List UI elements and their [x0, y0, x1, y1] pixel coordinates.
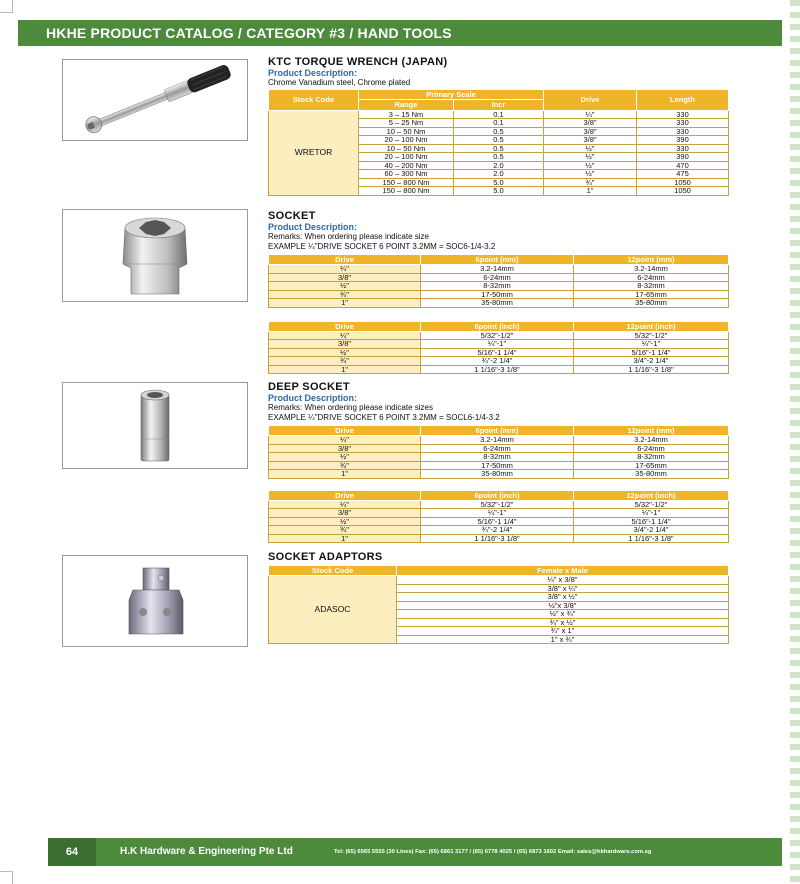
drive-cell: 3/8"	[544, 127, 637, 136]
drive-cell: ½"	[544, 153, 637, 162]
range-cell: 60 – 300 Nm	[359, 170, 454, 179]
drive-cell: 3/8"	[269, 444, 421, 453]
female-male-cell: ½" x ¾"	[397, 610, 729, 619]
section-subtitle: Product Description:	[268, 68, 358, 78]
female-male-cell: 3/8" x ½"	[397, 593, 729, 602]
col-header-drive: Drive	[269, 321, 421, 331]
section-title: DEEP SOCKET	[268, 381, 350, 393]
drive-cell: 3/8"	[544, 136, 637, 145]
col-header-stock: Stock Code	[269, 89, 359, 110]
drive-cell: 3/8"	[269, 273, 421, 282]
torque-wrench-image	[62, 59, 248, 141]
drive-cell: ½"	[269, 282, 421, 291]
page-number: 64	[48, 838, 96, 866]
six-point-cell: 35-80mm	[421, 470, 574, 479]
incr-cell: 2.0	[454, 170, 544, 179]
torque-wrench-icon	[63, 60, 247, 140]
six-point-cell: 1 1/16"-3 1/8"	[421, 365, 574, 374]
socket-adaptors-table	[268, 565, 729, 644]
col-header-stock: Stock Code	[269, 566, 397, 576]
range-cell: 150 – 800 Nm	[359, 187, 454, 196]
drive-cell: 3/8"	[544, 119, 637, 128]
crop-mark-tl	[0, 0, 13, 13]
twelve-point-cell: 35-80mm	[574, 299, 729, 308]
twelve-point-cell: 3/4"-2 1/4"	[574, 357, 729, 366]
col-header-12point: 12point (inch)	[574, 321, 729, 331]
twelve-point-cell: ¼"-1"	[574, 340, 729, 349]
six-point-cell: 5/32"-1/2"	[421, 500, 574, 509]
twelve-point-cell: ¼"-1"	[574, 509, 729, 518]
female-male-cell: 1" x ¾"	[397, 635, 729, 644]
female-male-cell: ¾" x ½"	[397, 618, 729, 627]
twelve-point-cell: 1 1/16"-3 1/8"	[574, 534, 729, 543]
range-cell: 10 – 50 Nm	[359, 127, 454, 136]
twelve-point-cell: 6-24mm	[574, 444, 729, 453]
six-point-cell: 8-32mm	[421, 453, 574, 462]
table-row	[269, 436, 729, 445]
female-male-cell: ¼" x 3/8"	[397, 576, 729, 585]
drive-cell: ½"	[269, 517, 421, 526]
incr-cell: 0.5	[454, 127, 544, 136]
drive-cell: ¾"	[269, 290, 421, 299]
female-male-cell: ¾" x 1"	[397, 627, 729, 636]
remarks-text: Remarks: When ordering please indicate sizes	[268, 403, 433, 412]
table-row	[269, 282, 729, 291]
length-cell: 390	[637, 153, 729, 162]
twelve-point-cell: 17-65mm	[574, 461, 729, 470]
page-header	[18, 20, 782, 46]
length-cell: 1050	[637, 178, 729, 187]
twelve-point-cell: 3.2-14mm	[574, 436, 729, 445]
incr-cell: 0.1	[454, 110, 544, 119]
deep-socket-mm-table	[268, 425, 729, 479]
deep-socket-icon	[63, 383, 247, 468]
six-point-cell: 3.2-14mm	[421, 436, 574, 445]
section-title: SOCKET ADAPTORS	[268, 551, 383, 563]
col-header-drive: Drive	[269, 426, 421, 436]
incr-cell: 5.0	[454, 187, 544, 196]
range-cell: 10 – 50 Nm	[359, 144, 454, 153]
col-header-6point: 6point (inch)	[421, 490, 574, 500]
length-cell: 330	[637, 119, 729, 128]
drive-cell: 1"	[269, 299, 421, 308]
six-point-cell: 5/32"-1/2"	[421, 331, 574, 340]
deep-socket-section	[268, 381, 728, 543]
incr-cell: 0.1	[454, 119, 544, 128]
deep-socket-inch-table	[268, 490, 729, 544]
twelve-point-cell: 5/32"-1/2"	[574, 500, 729, 509]
page-title: HKHE PRODUCT CATALOG / CATEGORY #3 / HAND TOOLS	[46, 25, 452, 41]
drive-cell: ¾"	[269, 526, 421, 535]
drive-cell: ¼"	[269, 500, 421, 509]
six-point-cell: 6-24mm	[421, 444, 574, 453]
col-header-6point: 6point (mm)	[421, 255, 574, 265]
socket-adaptor-image	[62, 555, 248, 647]
six-point-cell: 6-24mm	[421, 273, 574, 282]
torque-wrench-table	[268, 89, 729, 196]
drive-cell: 1"	[269, 534, 421, 543]
col-header-length: Length	[637, 89, 729, 110]
stock-code-cell: WRETOR	[269, 110, 359, 195]
col-header-female-male: Female x Male	[397, 566, 729, 576]
twelve-point-cell: 5/16"-1 1/4"	[574, 517, 729, 526]
twelve-point-cell: 5/32"-1/2"	[574, 331, 729, 340]
six-point-cell: 8-32mm	[421, 282, 574, 291]
drive-cell: ¾"	[544, 178, 637, 187]
drive-cell: ¾"	[269, 357, 421, 366]
socket-mm-table	[268, 254, 729, 308]
drive-cell: 3/8"	[269, 509, 421, 518]
example-text: EXAMPLE ¼"DRIVE SOCKET 6 POINT 3.2MM = SOC6-1/4-3.2	[268, 241, 496, 251]
table-row	[269, 265, 729, 274]
col-header-range: Range	[359, 100, 454, 111]
drive-cell: 1"	[544, 187, 637, 196]
table-row	[269, 357, 729, 366]
col-header-primary-scale: Primary Scale	[359, 89, 544, 100]
table-row	[269, 526, 729, 535]
section-subtitle: Product Description:	[268, 393, 358, 403]
range-cell: 40 – 200 Nm	[359, 161, 454, 170]
col-header-drive: Drive	[269, 490, 421, 500]
table-row	[269, 299, 729, 308]
company-name: H.K Hardware & Engineering Pte Ltd	[120, 846, 293, 857]
six-point-cell: 17-50mm	[421, 290, 574, 299]
col-header-6point: 6point (inch)	[421, 321, 574, 331]
table-row	[269, 340, 729, 349]
length-cell: 470	[637, 161, 729, 170]
drive-cell: ½"	[269, 348, 421, 357]
drive-cell: ¼"	[544, 110, 637, 119]
table-row	[269, 470, 729, 479]
range-cell: 20 – 100 Nm	[359, 153, 454, 162]
six-point-cell: ¾"-2 1/4"	[421, 357, 574, 366]
twelve-point-cell: 6-24mm	[574, 273, 729, 282]
six-point-cell: 35-80mm	[421, 299, 574, 308]
twelve-point-cell: 8-32mm	[574, 282, 729, 291]
remarks-text: Remarks: When ordering please indicate size	[268, 232, 429, 241]
col-header-6point: 6point (mm)	[421, 426, 574, 436]
range-cell: 20 – 100 Nm	[359, 136, 454, 145]
drive-cell: 1"	[269, 365, 421, 374]
twelve-point-cell: 3.2-14mm	[574, 265, 729, 274]
socket-image	[62, 209, 248, 302]
length-cell: 330	[637, 127, 729, 136]
range-cell: 5 – 25 Nm	[359, 119, 454, 128]
incr-cell: 0.5	[454, 144, 544, 153]
socket-icon	[63, 210, 247, 301]
twelve-point-cell: 1 1/16"-3 1/8"	[574, 365, 729, 374]
crop-mark-bl	[0, 871, 13, 884]
six-point-cell: 1 1/16"-3 1/8"	[421, 534, 574, 543]
torque-wrench-section	[268, 56, 728, 196]
incr-cell: 0.5	[454, 153, 544, 162]
col-header-12point: 12point (mm)	[574, 426, 729, 436]
table-row	[269, 453, 729, 462]
col-header-12point: 12point (mm)	[574, 255, 729, 265]
socket-inch-table	[268, 321, 729, 375]
table-row	[269, 576, 729, 585]
female-male-cell: 3/8" x ¼"	[397, 584, 729, 593]
page-footer	[48, 838, 782, 866]
socket-adaptors-section	[268, 551, 728, 644]
product-description: Chrome Vanadium steel, Chrome plated	[268, 78, 411, 87]
drive-cell: ½"	[269, 453, 421, 462]
six-point-cell: 17-50mm	[421, 461, 574, 470]
incr-cell: 2.0	[454, 161, 544, 170]
female-male-cell: ½"x 3/8"	[397, 601, 729, 610]
contact-info: Tel: (65) 6565 5555 (30 Lines) Fax: (65) 6861 3177 / (65) 6778 4025 / (65) 6873 1602 Email: sales@hkhardware.com.sg	[334, 849, 652, 855]
table-row	[269, 534, 729, 543]
twelve-point-cell: 35-80mm	[574, 470, 729, 479]
stock-code-cell: ADASOC	[269, 576, 397, 644]
col-header-12point: 12point (inch)	[574, 490, 729, 500]
decorative-side-stripe	[790, 0, 800, 884]
length-cell: 390	[637, 136, 729, 145]
six-point-cell: 3.2-14mm	[421, 265, 574, 274]
six-point-cell: 5/16"-1 1/4"	[421, 348, 574, 357]
length-cell: 475	[637, 170, 729, 179]
drive-cell: ¾"	[269, 461, 421, 470]
deep-socket-image	[62, 382, 248, 469]
socket-section	[268, 210, 728, 374]
six-point-cell: 5/16"-1 1/4"	[421, 517, 574, 526]
table-row	[269, 509, 729, 518]
twelve-point-cell: 17-65mm	[574, 290, 729, 299]
drive-cell: ¼"	[269, 331, 421, 340]
incr-cell: 0.5	[454, 136, 544, 145]
twelve-point-cell: 8-32mm	[574, 453, 729, 462]
drive-cell: ½"	[544, 161, 637, 170]
section-title: SOCKET	[268, 210, 316, 222]
six-point-cell: ¼"-1"	[421, 340, 574, 349]
drive-cell: ¼"	[269, 436, 421, 445]
section-subtitle: Product Description:	[268, 222, 358, 232]
length-cell: 1050	[637, 187, 729, 196]
col-header-incr: Incr	[454, 100, 544, 111]
drive-cell: ½"	[544, 170, 637, 179]
twelve-point-cell: 3/4"-2 1/4"	[574, 526, 729, 535]
range-cell: 3 – 15 Nm	[359, 110, 454, 119]
drive-cell: ¼"	[269, 265, 421, 274]
six-point-cell: ¼"-1"	[421, 509, 574, 518]
drive-cell: 3/8"	[269, 340, 421, 349]
col-header-drive: Drive	[269, 255, 421, 265]
incr-cell: 5.0	[454, 178, 544, 187]
drive-cell: ½"	[544, 144, 637, 153]
length-cell: 330	[637, 110, 729, 119]
example-text: EXAMPLE ¼"DRIVE SOCKET 6 POINT 3.2MM = SOCL6-1/4-3.2	[268, 412, 500, 422]
section-title: KTC TORQUE WRENCH (JAPAN)	[268, 56, 448, 68]
col-header-drive: Drive	[544, 89, 637, 110]
drive-cell: 1"	[269, 470, 421, 479]
socket-adaptor-icon	[63, 556, 247, 646]
twelve-point-cell: 5/16"-1 1/4"	[574, 348, 729, 357]
table-row	[269, 365, 729, 374]
range-cell: 150 – 800 Nm	[359, 178, 454, 187]
length-cell: 330	[637, 144, 729, 153]
six-point-cell: ¾"-2 1/4"	[421, 526, 574, 535]
